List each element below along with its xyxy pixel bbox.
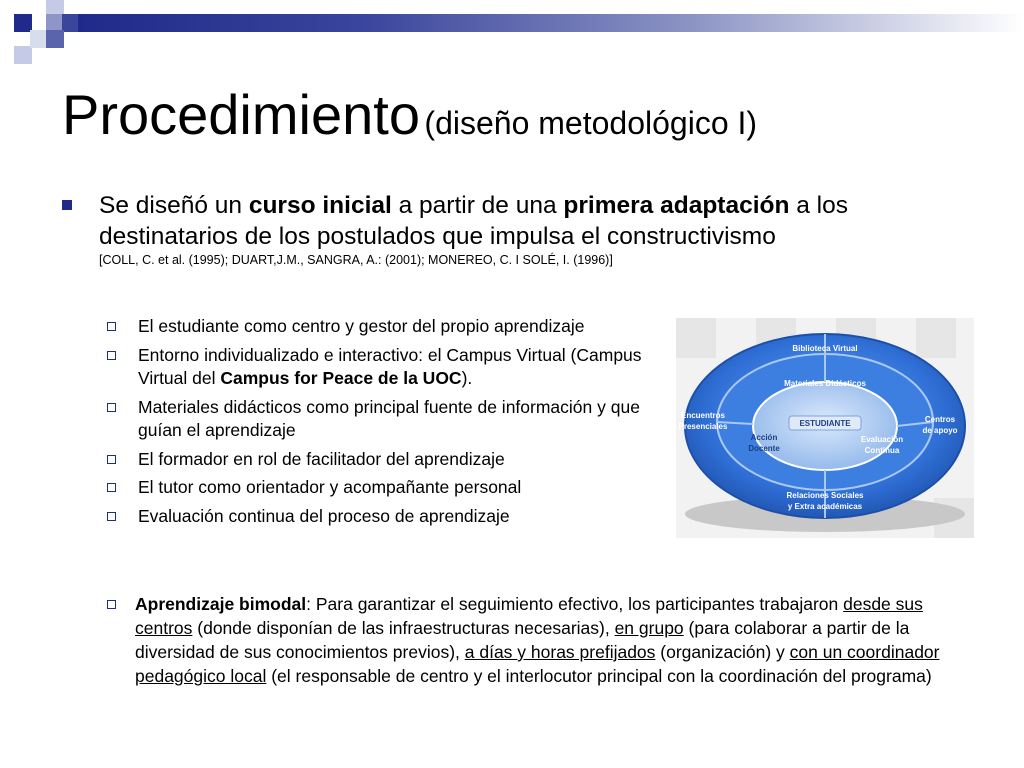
reference-citation: [COLL, C. et al. (1995); DUART,J.M., SANGRA, A.: (2001); MONEREO, C. I SOLÉ, I. (1996)] xyxy=(99,253,613,267)
text-run: (el responsable de centro y el interlocutor principal con la coordinación del programa) xyxy=(266,666,932,686)
checker-tile xyxy=(916,318,956,358)
checker-tile xyxy=(676,318,716,358)
bold-text: Aprendizaje bimodal xyxy=(135,594,307,614)
title-bar-gradient xyxy=(78,14,1024,32)
diagram-label-evaluacion: Evaluación xyxy=(860,435,904,444)
bimodal-bullet xyxy=(103,592,985,688)
deco-square xyxy=(62,14,78,32)
text-run: : Para garantizar el seguimiento efectivo, los participantes trabajaron xyxy=(306,594,844,614)
diagram-label-evaluacion: Continua xyxy=(864,446,900,455)
main-bullet-text xyxy=(99,190,942,268)
sub-bullet-text: ). xyxy=(461,368,473,388)
text-run: a los destinatarios de los postulados que impulsa el constructivismo xyxy=(99,192,848,250)
learning-model-diagram xyxy=(676,318,974,538)
underlined-text: desde sus centros xyxy=(135,594,923,638)
slide-title xyxy=(62,82,757,147)
text-run: Se diseñó un xyxy=(99,192,249,219)
diagram-label-centros: Centros xyxy=(924,415,956,424)
underlined-text: con un coordinador pedagógico local xyxy=(135,642,940,686)
hollow-square-bullet-icon xyxy=(107,600,116,609)
bold-text: curso inicial xyxy=(248,192,392,219)
hollow-square-bullet-icon xyxy=(107,512,116,521)
sub-bullet-text: Materiales didácticos como principal fuente de información y que guían el aprendizaje xyxy=(138,396,640,440)
title-main: Procedimiento xyxy=(62,83,420,146)
sub-bullet-text: El tutor como orientador y acompañante personal xyxy=(138,477,522,497)
underlined-text: en grupo xyxy=(614,618,684,638)
sub-bullet xyxy=(103,315,673,339)
sub-bullet-text: El formador en rol de facilitador del aprendizaje xyxy=(138,448,505,469)
text-run: (organización) y xyxy=(655,642,790,662)
sub-bullet-text: Evaluación continua del proceso de aprendizaje xyxy=(138,505,510,526)
diagram-label-center: ESTUDIANTE xyxy=(799,419,851,428)
diagram-label-materiales: Materiales Didácticos xyxy=(784,379,866,388)
sub-bullet-list xyxy=(103,315,673,533)
title-subtitle: (diseño metodológico I) xyxy=(424,105,758,141)
diagram-svg xyxy=(676,318,974,538)
diagram-label-relaciones: Relaciones Sociales xyxy=(786,491,864,500)
sub-bullet xyxy=(103,448,673,472)
diagram-label-biblioteca: Biblioteca Virtual xyxy=(792,344,858,353)
text-run: a partir de una xyxy=(391,192,564,219)
diagram-label-encuentros: Presenciales xyxy=(678,422,728,431)
hollow-square-bullet-icon xyxy=(107,351,116,360)
square-bullet-icon xyxy=(62,200,72,210)
bold-text: primera adaptación xyxy=(563,192,790,219)
diagram-label-encuentros: Encuentros xyxy=(680,411,726,420)
sub-bullet-text: El estudiante como centro y gestor del propio aprendizaje xyxy=(138,316,585,336)
text-run: (donde disponían de las infraestructuras necesarias), xyxy=(192,618,615,638)
bold-text: Campus for Peace de la UOC xyxy=(220,368,462,388)
hollow-square-bullet-icon xyxy=(107,322,116,331)
diagram-label-accion: Docente xyxy=(748,444,780,453)
sub-bullet xyxy=(103,505,673,529)
diagram-label-centros: de apoyo xyxy=(922,426,958,435)
diagram-label-accion: Acción xyxy=(750,433,778,442)
sub-bullet xyxy=(103,344,673,391)
hollow-square-bullet-icon xyxy=(107,455,116,464)
deco-square xyxy=(46,30,64,48)
text-run: (para colaborar a partir de la diversidad de sus conocimientos previos), xyxy=(135,618,910,662)
sub-bullet-text: Entorno individualizado e interactivo: el Campus Virtual (Campus Virtual del xyxy=(138,344,642,388)
underlined-text: a días y horas prefijados xyxy=(464,642,656,662)
sub-bullet xyxy=(103,396,673,443)
diagram-label-relaciones: y Extra académicas xyxy=(787,502,863,511)
sub-bullet xyxy=(103,476,673,500)
hollow-square-bullet-icon xyxy=(107,403,116,412)
hollow-square-bullet-icon xyxy=(107,483,116,492)
deco-square xyxy=(14,46,32,64)
